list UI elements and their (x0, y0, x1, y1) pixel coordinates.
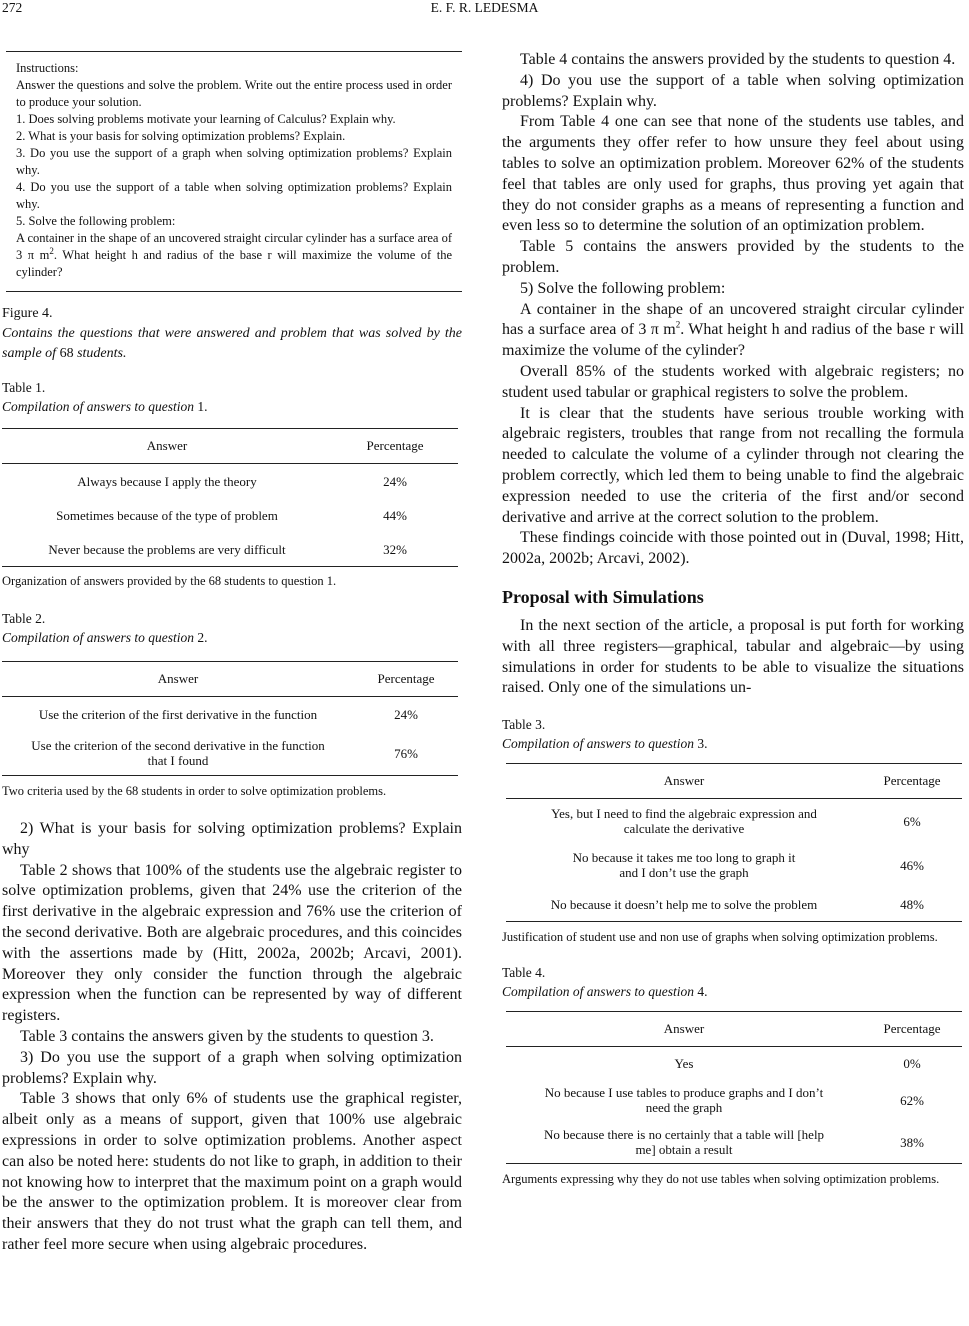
table-header: Answer (2, 429, 332, 464)
table-4-label: Table 4. (502, 965, 546, 981)
table-4-block (502, 963, 964, 1187)
paragraph: 2) What is your basis for solving optimization problems? Explain why (2, 820, 462, 858)
section-title: Proposal with Simulations (502, 586, 704, 607)
table-row: Yes 0% (674, 1055, 921, 1071)
table-2-label: Table 2. (2, 611, 46, 626)
table-1-note: Organization of answers provided by the 68 students to question 1. (2, 574, 337, 588)
paragraph: Overall 85% of the students worked with algebraic registers; no student used tabular or graphical registers to solve the problem. (502, 362, 964, 401)
paragraph: Table 2 shows that 100% of the students use the algebraic register to solve optimization problems, given that 24% use the criterion of the first derivative in the algebraic expression and 76% use the criterion of the second derivative. Both are algebraic procedures, and this coincides with the assertions made by (Hitt, 2002a, 2002b; Arcavi, 2001). Moreover they only consider the function through the algebraic expression when the function can be represented by way of different registers. (2, 861, 462, 1025)
table-header: Percentage (862, 1012, 962, 1047)
table-row: Sometimes because of the type of problem 44% (56, 507, 407, 523)
table-1-block (2, 378, 462, 589)
table-row: No because it takes me too long to graph it and I don’t use the graph 46% (572, 850, 924, 881)
left-column (2, 45, 462, 1256)
paragraph: Table 4 contains the answers provided by the students to question 4. (520, 51, 956, 68)
question-1: 1. Does solving problems motivate your learning of Calculus? Explain why. (16, 112, 396, 126)
table-row: Always because I apply the theory 24% (77, 473, 407, 489)
table-header: Percentage (332, 429, 458, 464)
question-4: 4. Do you use the support of a table when solving optimization problems? Explain why. (16, 180, 452, 211)
instructions-heading: Instructions: (16, 61, 79, 75)
table-header: Answer (506, 1012, 862, 1047)
table-4 (506, 1011, 962, 1164)
paragraph: It is clear that the students have serious trouble working with algebraic registers, troubles that range from not recalling the formula needed to calculate the volume of a cylinder through not clearing the problem correctly, which led them to being unable to find the algebraic expression needed to use the criteria of the first and/or second derivative and arrive at the correct solution to the problem. (502, 404, 964, 526)
table-row: No because it doesn’t help me to solve the problem 48% (506, 887, 962, 922)
left-body-text (2, 819, 462, 1256)
table-row: No because I use tables to produce graphs and I don’t need the graph 62% (544, 1085, 924, 1116)
question-5: 5. Solve the following problem: (16, 214, 176, 228)
question-3: 3. Do you use the support of a graph when solving optimization problems? Explain why. (16, 146, 452, 177)
table-1 (2, 428, 458, 567)
paragraph: These findings coincide with those pointed out in (Duval, 1998; Hitt, 2002a, 2002b; Arcavi, 2002). (502, 529, 964, 568)
paragraph: Table 3 contains the answers given by the students to question 3. (20, 1027, 434, 1045)
figure-4-box (6, 51, 462, 292)
right-body-text (502, 50, 964, 570)
table-2 (2, 661, 458, 776)
table-header: Percentage (354, 662, 458, 697)
table-2-block (2, 609, 462, 799)
paragraph: Table 5 contains the answers provided by the students to the problem. (502, 238, 964, 276)
paragraph: From Table 4 one can see that none of the students use tables, and the arguments they offer refer to how unsure they feel about using tables to solve an optimization problem. Moreover 62% of the students feel that tables are only used for graphs, thus proving yet again that they do not consider graphs as a means of representing a function and even less so to determine the solution of an optimization problem. (502, 113, 964, 235)
problem-statement: A container in the shape of an uncovered straight circular cylinder has a surface area of 3 π $m^2$. What height h and radius of the base r will maximize the volume of the cylinder? (16, 231, 452, 279)
figure-4-label: Figure 4. (2, 306, 53, 321)
table-3-note: Justification of student use and non use of graphs when solving optimization problems. (502, 930, 938, 945)
table-3-label: Table 3. (502, 717, 546, 733)
table-row: No because there is no certainly that a table will [help me] obtain a result 38% (506, 1121, 962, 1164)
table-header: Answer (506, 764, 862, 799)
instructions-text: Answer the questions and solve the problem. Write out the entire process used in order to produce your solution. (16, 78, 452, 109)
paragraph: A container in the shape of an uncovered straight circular cylinder has a surface area of 3 π $m^2$. What height h and radius of the base r will maximize the volume of the cylinder? (502, 300, 964, 360)
table-1-caption: Compilation of answers to question 1. (2, 399, 208, 414)
paragraph: Table 3 shows that only 6% of students use the graphical register, albeit only as a means of support, given that 100% use algebraic expressions in order to solve optimization problems. Another aspect can also be noted here: students do not like to graph, in addition to their not knowing how to interpret that the maximum point on a graph would be the answer to the optimization problem. It is moreover clear from their answers that they do not trust what the graph can tell them, and rather feel more secure when using algebraic procedures. (2, 1090, 462, 1253)
table-3 (506, 763, 962, 922)
page-number: 272 (2, 0, 23, 15)
table-header: Percentage (862, 764, 962, 799)
paragraph: In the next section of the article, a proposal is put forth for working with all three registers—graphical, tabular and algebraic—by using simulations in order for students to be able to visualize the situations raised. Only one of the simulations un- (502, 616, 964, 697)
running-author: E. F. R. LEDESMA (430, 0, 539, 15)
paragraph: 3) Do you use the support of a graph when solving optimization problems? Explain why. (2, 1048, 462, 1087)
table-2-note: Two criteria used by the 68 students in order to solve optimization problems. (2, 784, 387, 798)
paragraph: 4) Do you use the support of a table when solving optimization problems? Explain why. (502, 71, 964, 110)
table-3-caption: Compilation of answers to question 3. (502, 736, 708, 752)
paragraph: 5) Solve the following problem: (520, 279, 726, 297)
figure-4-caption (2, 304, 462, 364)
running-header (0, 0, 969, 20)
right-column (502, 50, 964, 1187)
figure-4-caption-text: Contains the questions that were answered and problem that was solved by the sample of 68 students. (2, 326, 462, 361)
table-row: Use the criterion of the first derivative in the function 24% (38, 706, 418, 722)
table-1-label: Table 1. (2, 380, 46, 395)
table-2-caption: Compilation of answers to question 2. (2, 630, 208, 645)
table-4-caption: Compilation of answers to question 4. (502, 984, 708, 1000)
table-row: Use the criterion of the second derivative in the function that I found 76% (2, 731, 458, 776)
table-3-block (502, 715, 964, 945)
table-4-note: Arguments expressing why they do not use tables when solving optimization problems. (502, 1172, 940, 1187)
table-row: Yes, but I need to find the algebraic expression and calculate the derivative 6% (551, 806, 921, 837)
question-2: 2. What is your basis for solving optimization problems? Explain. (16, 129, 346, 143)
table-header: Answer (2, 662, 354, 697)
table-row: Never because the problems are very difficult 32% (2, 532, 458, 567)
